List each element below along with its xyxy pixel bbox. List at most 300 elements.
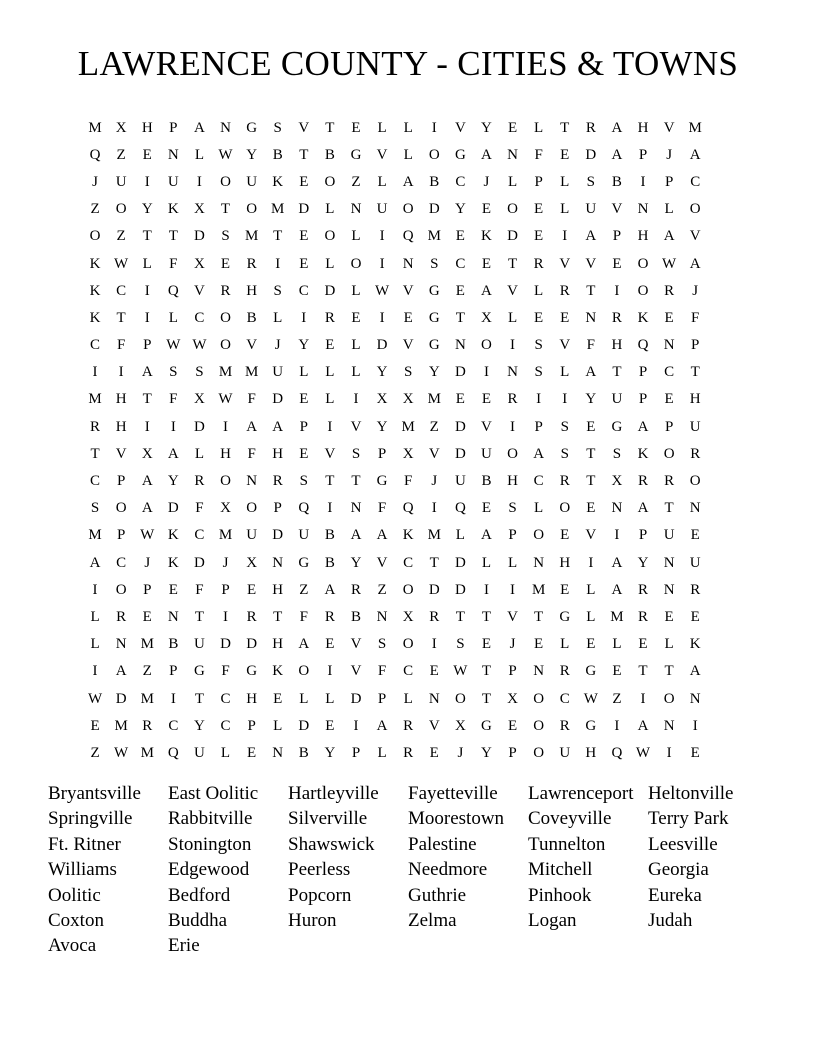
grid-letter[interactable]: F [534, 146, 543, 163]
grid-letter[interactable]: E [586, 636, 596, 653]
grid-letter[interactable]: R [246, 255, 257, 272]
grid-letter[interactable]: P [638, 364, 648, 381]
grid-letter[interactable]: V [376, 146, 388, 163]
grid-letter[interactable]: F [195, 500, 204, 517]
grid-letter[interactable]: T [142, 228, 152, 245]
grid-letter[interactable]: W [218, 146, 233, 163]
grid-letter[interactable]: D [272, 391, 284, 408]
grid-letter[interactable]: G [298, 554, 310, 571]
grid-letter[interactable]: L [351, 228, 361, 245]
grid-letter[interactable]: O [507, 201, 518, 218]
grid-letter[interactable]: B [246, 309, 257, 326]
grid-letter[interactable]: X [194, 391, 205, 408]
grid-letter[interactable]: C [168, 717, 179, 734]
grid-letter[interactable]: P [638, 146, 648, 163]
grid-letter[interactable]: E [690, 744, 700, 761]
grid-letter[interactable]: O [663, 445, 675, 462]
grid-letter[interactable]: A [585, 228, 597, 245]
grid-letter[interactable]: P [612, 228, 622, 245]
grid-letter[interactable]: V [350, 663, 362, 680]
grid-letter[interactable]: C [220, 717, 231, 734]
grid-letter[interactable]: O [559, 500, 571, 517]
grid-letter[interactable]: A [194, 119, 205, 136]
grid-letter[interactable]: N [663, 554, 675, 571]
grid-letter[interactable]: S [90, 500, 100, 517]
grid-letter[interactable]: A [350, 527, 362, 544]
grid-letter[interactable]: E [351, 119, 361, 136]
grid-letter[interactable]: K [481, 228, 492, 245]
grid-letter[interactable]: Q [402, 500, 414, 517]
grid-letter[interactable]: D [454, 445, 466, 462]
grid-letter[interactable]: I [614, 717, 620, 734]
grid-letter[interactable]: I [431, 119, 437, 136]
grid-letter[interactable]: L [325, 255, 335, 272]
grid-letter[interactable]: Z [299, 581, 309, 598]
grid-letter[interactable]: I [92, 581, 98, 598]
grid-letter[interactable]: C [690, 173, 701, 190]
grid-letter[interactable]: L [664, 201, 674, 218]
grid-letter[interactable]: T [273, 608, 283, 625]
grid-letter[interactable]: A [637, 717, 649, 734]
grid-letter[interactable]: S [430, 255, 439, 272]
grid-letter[interactable]: L [481, 554, 492, 571]
grid-letter[interactable]: S [273, 282, 282, 299]
grid-letter[interactable]: T [299, 146, 309, 163]
grid-letter[interactable]: X [481, 309, 492, 326]
grid-letter[interactable]: C [403, 554, 414, 571]
grid-letter[interactable]: X [220, 500, 231, 517]
grid-letter[interactable]: B [324, 554, 335, 571]
grid-letter[interactable]: N [533, 554, 545, 571]
grid-letter[interactable]: Z [351, 173, 361, 190]
grid-letter[interactable]: T [116, 309, 126, 326]
grid-letter[interactable]: H [272, 445, 284, 462]
grid-letter[interactable]: C [116, 554, 127, 571]
grid-letter[interactable]: R [559, 473, 570, 490]
grid-letter[interactable]: O [115, 500, 127, 517]
grid-letter[interactable]: P [116, 527, 126, 544]
grid-letter[interactable]: A [246, 418, 258, 435]
grid-letter[interactable]: L [403, 119, 413, 136]
grid-letter[interactable]: U [454, 473, 466, 490]
grid-letter[interactable]: V [428, 445, 440, 462]
grid-letter[interactable]: D [246, 636, 258, 653]
grid-letter[interactable]: X [115, 119, 127, 136]
grid-letter[interactable]: A [585, 364, 597, 381]
grid-letter[interactable]: M [610, 608, 624, 625]
grid-letter[interactable]: D [454, 581, 466, 598]
grid-letter[interactable]: L [560, 201, 570, 218]
grid-letter[interactable]: T [664, 663, 674, 680]
grid-letter[interactable]: L [560, 364, 570, 381]
grid-letter[interactable]: E [325, 636, 335, 653]
grid-letter[interactable]: M [218, 364, 233, 381]
grid-letter[interactable]: I [536, 391, 542, 408]
grid-letter[interactable]: H [246, 690, 258, 707]
grid-letter[interactable]: P [247, 717, 256, 734]
grid-letter[interactable]: R [194, 473, 205, 490]
grid-letter[interactable]: O [220, 173, 231, 190]
grid-letter[interactable]: F [691, 309, 700, 326]
grid-letter[interactable]: A [481, 146, 492, 163]
grid-letter[interactable]: R [403, 744, 414, 761]
grid-letter[interactable]: E [455, 228, 465, 245]
grid-letter[interactable]: D [350, 690, 362, 707]
grid-letter[interactable]: J [92, 173, 98, 190]
grid-letter[interactable]: J [222, 554, 229, 571]
grid-letter[interactable]: V [246, 337, 258, 354]
grid-letter[interactable]: R [690, 445, 701, 462]
grid-letter[interactable]: T [142, 391, 152, 408]
grid-letter[interactable]: I [692, 717, 698, 734]
grid-letter[interactable]: I [170, 690, 176, 707]
grid-letter[interactable]: A [115, 663, 127, 680]
grid-letter[interactable]: L [534, 500, 544, 517]
grid-letter[interactable]: I [92, 364, 98, 381]
grid-letter[interactable]: A [141, 473, 153, 490]
grid-letter[interactable]: E [664, 608, 674, 625]
grid-letter[interactable]: O [402, 636, 414, 653]
grid-letter[interactable]: D [428, 201, 440, 218]
grid-letter[interactable]: F [116, 337, 126, 354]
grid-letter[interactable]: X [141, 445, 153, 462]
grid-letter[interactable]: A [272, 418, 284, 435]
grid-letter[interactable]: J [483, 173, 490, 190]
grid-letter[interactable]: J [509, 636, 516, 653]
grid-letter[interactable]: K [637, 445, 649, 462]
grid-letter[interactable]: O [246, 500, 258, 517]
grid-letter[interactable]: A [689, 146, 701, 163]
grid-letter[interactable]: W [192, 337, 207, 354]
grid-letter[interactable]: X [194, 201, 205, 218]
grid-letter[interactable]: Z [116, 146, 126, 163]
grid-letter[interactable]: I [666, 744, 672, 761]
grid-letter[interactable]: E [325, 337, 335, 354]
grid-letter[interactable]: L [299, 690, 309, 707]
grid-letter[interactable]: F [586, 337, 595, 354]
grid-letter[interactable]: R [324, 608, 335, 625]
grid-letter[interactable]: S [299, 473, 308, 490]
grid-letter[interactable]: L [351, 337, 361, 354]
grid-letter[interactable]: N [585, 309, 597, 326]
grid-letter[interactable]: O [89, 228, 101, 245]
grid-letter[interactable]: T [560, 119, 570, 136]
grid-letter[interactable]: P [143, 581, 152, 598]
grid-letter[interactable]: S [377, 636, 387, 653]
grid-letter[interactable]: R [611, 309, 622, 326]
grid-letter[interactable]: A [637, 418, 649, 435]
grid-letter[interactable]: G [428, 309, 440, 326]
grid-letter[interactable]: V [298, 119, 310, 136]
grid-letter[interactable]: E [299, 255, 309, 272]
grid-letter[interactable]: E [664, 391, 674, 408]
grid-letter[interactable]: Y [141, 201, 153, 218]
grid-letter[interactable]: V [402, 337, 414, 354]
grid-letter[interactable]: A [376, 527, 388, 544]
grid-letter[interactable]: F [169, 255, 178, 272]
grid-letter[interactable]: L [612, 636, 622, 653]
grid-letter[interactable]: R [272, 473, 283, 490]
grid-letter[interactable]: I [483, 364, 489, 381]
grid-letter[interactable]: O [402, 581, 414, 598]
grid-letter[interactable]: R [664, 282, 675, 299]
grid-letter[interactable]: L [403, 146, 413, 163]
grid-letter[interactable]: T [481, 663, 492, 680]
grid-letter[interactable]: P [638, 527, 648, 544]
grid-letter[interactable]: T [612, 364, 622, 381]
grid-letter[interactable]: E [560, 309, 570, 326]
grid-letter[interactable]: O [454, 690, 466, 707]
grid-letter[interactable]: L [90, 636, 100, 653]
grid-letter[interactable]: Y [298, 337, 310, 354]
grid-letter[interactable]: S [221, 228, 230, 245]
grid-letter[interactable]: T [534, 608, 544, 625]
grid-letter[interactable]: K [89, 309, 101, 326]
grid-letter[interactable]: N [454, 337, 466, 354]
grid-letter[interactable]: X [611, 473, 623, 490]
grid-letter[interactable]: G [611, 418, 623, 435]
grid-letter[interactable]: G [454, 146, 466, 163]
grid-letter[interactable]: L [507, 554, 518, 571]
grid-letter[interactable]: D [298, 717, 310, 734]
grid-letter[interactable]: C [298, 282, 309, 299]
grid-letter[interactable]: E [429, 744, 439, 761]
grid-letter[interactable]: Y [428, 364, 440, 381]
grid-letter[interactable]: E [560, 146, 570, 163]
grid-letter[interactable]: R [638, 473, 649, 490]
grid-letter[interactable]: M [427, 228, 441, 245]
grid-letter[interactable]: L [351, 364, 361, 381]
grid-letter[interactable]: C [559, 690, 570, 707]
grid-letter[interactable]: N [611, 500, 623, 517]
grid-letter[interactable]: H [272, 636, 284, 653]
grid-letter[interactable]: B [611, 173, 622, 190]
grid-letter[interactable]: E [560, 581, 570, 598]
grid-letter[interactable]: V [585, 255, 597, 272]
grid-letter[interactable]: X [402, 608, 414, 625]
grid-letter[interactable]: P [351, 744, 361, 761]
grid-letter[interactable]: D [585, 146, 597, 163]
grid-letter[interactable]: E [142, 146, 152, 163]
grid-letter[interactable]: L [273, 717, 283, 734]
grid-letter[interactable]: S [534, 364, 543, 381]
grid-letter[interactable]: Z [90, 201, 100, 218]
grid-letter[interactable]: D [454, 364, 466, 381]
grid-letter[interactable]: U [194, 636, 205, 653]
grid-letter[interactable]: X [402, 445, 414, 462]
grid-letter[interactable]: U [298, 527, 310, 544]
grid-letter[interactable]: L [299, 364, 309, 381]
grid-letter[interactable]: M [688, 119, 702, 136]
grid-letter[interactable]: U [272, 364, 284, 381]
grid-letter[interactable]: R [142, 717, 153, 734]
grid-letter[interactable]: L [325, 690, 335, 707]
grid-letter[interactable]: M [218, 527, 233, 544]
grid-letter[interactable]: V [559, 255, 571, 272]
grid-letter[interactable]: J [457, 744, 464, 761]
grid-letter[interactable]: E [481, 255, 492, 272]
grid-letter[interactable]: L [325, 391, 335, 408]
grid-letter[interactable]: V [611, 201, 623, 218]
grid-letter[interactable]: L [377, 173, 387, 190]
grid-letter[interactable]: I [588, 554, 594, 571]
grid-letter[interactable]: L [455, 527, 465, 544]
grid-letter[interactable]: U [611, 391, 623, 408]
grid-letter[interactable]: E [168, 581, 178, 598]
grid-letter[interactable]: J [431, 473, 438, 490]
grid-letter[interactable]: N [663, 581, 675, 598]
grid-letter[interactable]: R [116, 608, 127, 625]
grid-letter[interactable]: A [533, 445, 545, 462]
grid-letter[interactable]: N [402, 255, 414, 272]
grid-letter[interactable]: I [614, 527, 620, 544]
grid-letter[interactable]: T [90, 445, 100, 462]
grid-letter[interactable]: L [168, 309, 178, 326]
grid-letter[interactable]: S [273, 119, 282, 136]
grid-letter[interactable]: T [325, 473, 335, 490]
grid-letter[interactable]: N [507, 364, 518, 381]
grid-letter[interactable]: Q [167, 282, 179, 299]
grid-letter[interactable]: T [586, 473, 596, 490]
grid-letter[interactable]: U [167, 173, 179, 190]
grid-letter[interactable]: H [637, 119, 649, 136]
grid-letter[interactable]: E [586, 418, 596, 435]
grid-letter[interactable]: I [144, 173, 150, 190]
grid-letter[interactable]: D [298, 201, 310, 218]
grid-letter[interactable]: S [586, 173, 595, 190]
grid-letter[interactable]: Y [637, 554, 649, 571]
grid-letter[interactable]: G [481, 717, 492, 734]
grid-letter[interactable]: K [167, 554, 179, 571]
grid-letter[interactable]: I [640, 690, 646, 707]
grid-letter[interactable]: O [115, 581, 127, 598]
grid-letter[interactable]: T [664, 500, 674, 517]
grid-letter[interactable]: C [533, 473, 544, 490]
grid-letter[interactable]: B [481, 473, 492, 490]
grid-letter[interactable]: L [377, 744, 387, 761]
grid-letter[interactable]: Y [585, 391, 597, 408]
grid-letter[interactable]: R [559, 282, 570, 299]
grid-letter[interactable]: J [144, 554, 151, 571]
grid-letter[interactable]: F [195, 581, 204, 598]
grid-letter[interactable]: I [483, 581, 489, 598]
grid-letter[interactable]: Q [611, 744, 623, 761]
grid-letter[interactable]: O [402, 201, 414, 218]
grid-letter[interactable]: W [583, 690, 598, 707]
grid-letter[interactable]: R [638, 608, 649, 625]
grid-letter[interactable]: W [114, 744, 129, 761]
grid-letter[interactable]: V [585, 527, 597, 544]
grid-letter[interactable]: P [534, 418, 543, 435]
grid-letter[interactable]: Y [481, 119, 492, 136]
grid-letter[interactable]: P [299, 418, 308, 435]
grid-letter[interactable]: E [690, 608, 700, 625]
grid-letter[interactable]: C [455, 255, 466, 272]
grid-letter[interactable]: I [379, 309, 385, 326]
grid-letter[interactable]: F [221, 663, 230, 680]
grid-letter[interactable]: G [376, 473, 388, 490]
grid-letter[interactable]: W [374, 282, 390, 299]
grid-letter[interactable]: Y [194, 717, 205, 734]
grid-letter[interactable]: X [454, 717, 466, 734]
grid-letter[interactable]: B [272, 146, 283, 163]
grid-letter[interactable]: F [247, 391, 256, 408]
grid-letter[interactable]: I [510, 337, 516, 354]
grid-letter[interactable]: P [638, 391, 648, 408]
grid-letter[interactable]: L [507, 309, 518, 326]
grid-letter[interactable]: C [403, 663, 414, 680]
grid-letter[interactable]: I [379, 255, 385, 272]
grid-letter[interactable]: A [298, 636, 310, 653]
grid-letter[interactable]: W [87, 690, 103, 707]
grid-letter[interactable]: N [220, 119, 231, 136]
grid-letter[interactable]: I [144, 282, 150, 299]
grid-letter[interactable]: N [272, 554, 284, 571]
grid-letter[interactable]: T [481, 690, 492, 707]
grid-letter[interactable]: M [244, 364, 259, 381]
grid-letter[interactable]: A [637, 500, 649, 517]
grid-letter[interactable]: D [324, 282, 336, 299]
grid-letter[interactable]: O [324, 228, 336, 245]
grid-letter[interactable]: V [507, 608, 518, 625]
grid-letter[interactable]: S [169, 364, 178, 381]
grid-letter[interactable]: A [481, 527, 492, 544]
grid-letter[interactable]: A [376, 717, 388, 734]
grid-letter[interactable]: D [194, 554, 205, 571]
grid-letter[interactable]: D [220, 636, 231, 653]
grid-letter[interactable]: G [559, 608, 571, 625]
grid-letter[interactable]: L [142, 255, 152, 272]
grid-letter[interactable]: L [325, 201, 335, 218]
grid-letter[interactable]: Y [246, 146, 258, 163]
grid-letter[interactable]: D [194, 418, 205, 435]
grid-letter[interactable]: C [194, 309, 205, 326]
grid-letter[interactable]: E [664, 309, 674, 326]
grid-letter[interactable]: I [118, 364, 124, 381]
grid-letter[interactable]: U [559, 744, 571, 761]
grid-letter[interactable]: E [299, 391, 309, 408]
grid-letter[interactable]: M [271, 201, 285, 218]
grid-letter[interactable]: R [324, 309, 335, 326]
grid-letter[interactable]: M [88, 391, 102, 408]
grid-letter[interactable]: E [507, 119, 518, 136]
grid-letter[interactable]: E [586, 500, 596, 517]
grid-letter[interactable]: V [376, 554, 388, 571]
grid-letter[interactable]: E [247, 744, 257, 761]
grid-letter[interactable]: E [429, 663, 439, 680]
grid-letter[interactable]: F [404, 473, 413, 490]
grid-letter[interactable]: A [141, 500, 153, 517]
grid-letter[interactable]: I [614, 282, 620, 299]
grid-letter[interactable]: M [140, 744, 154, 761]
grid-letter[interactable]: R [638, 581, 649, 598]
grid-letter[interactable]: V [689, 228, 701, 245]
grid-letter[interactable]: R [585, 119, 596, 136]
grid-letter[interactable]: N [350, 201, 362, 218]
grid-letter[interactable]: I [170, 418, 176, 435]
grid-letter[interactable]: Z [612, 690, 622, 707]
grid-letter[interactable]: S [456, 636, 465, 653]
grid-letter[interactable]: W [218, 391, 233, 408]
grid-letter[interactable]: F [299, 608, 308, 625]
grid-letter[interactable]: R [664, 473, 675, 490]
grid-letter[interactable]: R [533, 255, 544, 272]
grid-letter[interactable]: Z [90, 744, 100, 761]
grid-letter[interactable]: D [376, 337, 388, 354]
grid-letter[interactable]: O [689, 473, 701, 490]
grid-letter[interactable]: U [663, 527, 675, 544]
grid-letter[interactable]: W [662, 255, 677, 272]
